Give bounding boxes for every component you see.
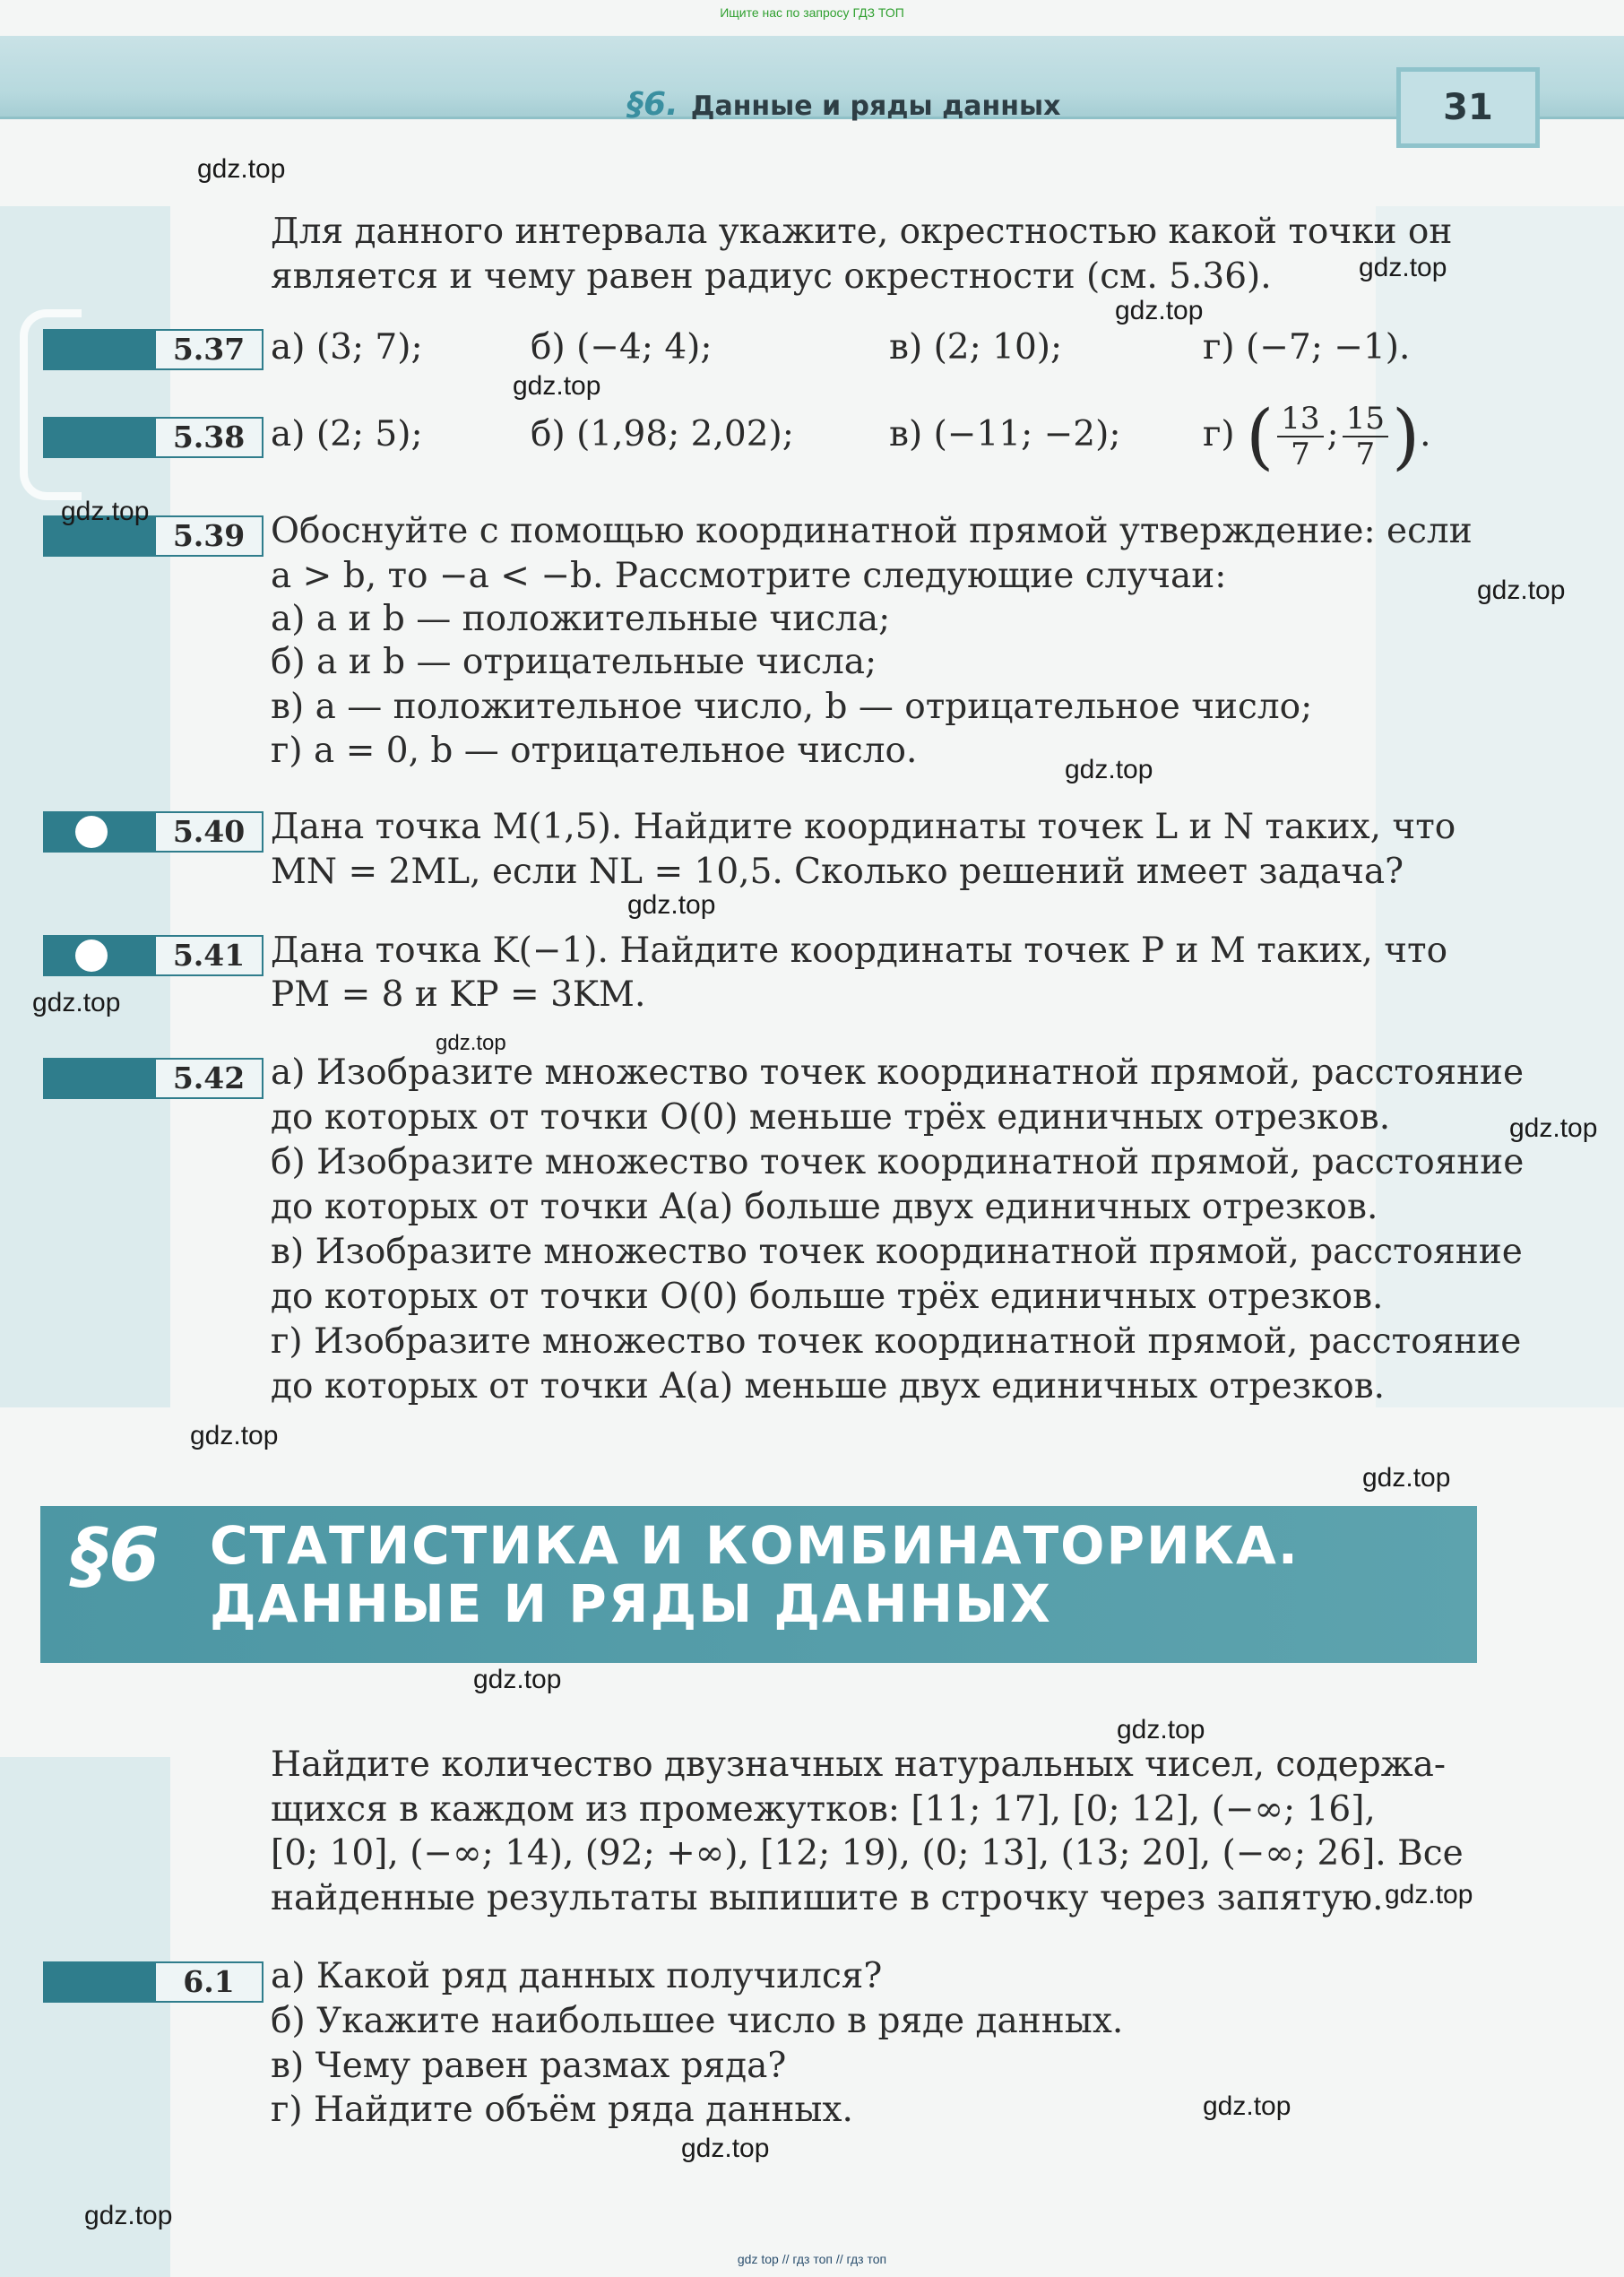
task-line-4: найденные результаты выпишите в строчку через запятую. [271,1878,1384,1918]
watermark: gdz.top [61,497,150,526]
exercise-5-42-line-5: в) Изобразите множество точек координатной прямой, расстояние [271,1232,1523,1272]
exercise-number-5-40 [43,811,263,853]
option-b: б) (1,98; 2,02); [531,414,794,455]
watermark: gdz.top [1477,576,1566,605]
exercise-5-42-line-1: а) Изобразите множество точек координатной прямой, расстояние [271,1052,1525,1093]
option-a: а) (2; 5); [271,414,423,455]
exercise-number-5-41 [43,935,263,976]
exercise-5-39-line-3: а) a и b — положительные числа; [271,599,891,639]
intro-line-2: является и чему равен радиус окрестности (см. 5.36). [271,256,1272,297]
task-line-2: щихся в каждом из промежутков: [11; 17], [0; 12], (−∞; 16], [271,1789,1376,1830]
exercise-5-42-line-7: г) Изобразите множество точек координатной прямой, расстояние [271,1321,1522,1362]
exercise-5-40-line-1: Дана точка M(1,5). Найдите координаты точек L и N таких, что [271,807,1456,847]
exercise-6-1-line-2: б) Укажите наибольшее число в ряде данных. [271,2001,1124,2041]
left-margin-strip-lower [0,1757,173,2277]
top-note: Ищите нас по запросу ГДЗ ТОП [720,5,904,20]
intro-line-1: Для данного интервала укажите, окрестностью какой точки он [271,212,1453,252]
exercise-number-label: 5.42 [154,1058,263,1099]
watermark: gdz.top [513,371,601,401]
watermark: gdz.top [1117,1715,1205,1745]
watermark: gdz.top [84,2201,173,2230]
difficulty-dot-icon [75,816,108,848]
watermark: gdz.top [473,1665,562,1694]
watermark: gdz.top [436,1031,506,1055]
difficulty-dot-icon [75,939,108,972]
exercise-5-42-line-8: до которых от точки A(a) меньше двух единичных отрезков. [271,1366,1386,1407]
exercise-5-41-line-1: Дана точка K(−1). Найдите координаты точек P и M таких, что [271,931,1448,971]
exercise-5-42-line-6: до которых от точки O(0) больше трёх единичных отрезков. [271,1277,1384,1317]
option-d-label: г) [1203,414,1235,455]
exercise-5-41-line-2: PM = 8 и KP = 3KM. [271,974,646,1015]
exercise-number-label: 5.39 [154,515,263,557]
task-line-3: [0; 10], (−∞; 14), (92; +∞), [12; 19), (0; 13], (13; 20], (−∞; 26]. Все [271,1833,1464,1874]
exercise-5-42-line-2: до которых от точки O(0) меньше трёх единичных отрезков. [271,1097,1391,1138]
exercise-5-42-line-4: до которых от точки A(a) больше двух единичных отрезков. [271,1187,1378,1227]
option-d: г) (−7; −1). [1203,327,1411,368]
watermark: gdz.top [627,890,716,920]
exercise-6-1-line-4: г) Найдите объём ряда данных. [271,2090,853,2130]
running-title [627,86,1060,123]
fraction-2: $\frac{15}{7}$ [1343,402,1388,472]
exercise-number-label: 5.37 [154,329,263,370]
exercise-number-5-38 [43,417,263,458]
watermark: gdz.top [1509,1113,1598,1143]
watermark: gdz.top [1385,1880,1473,1909]
chapter-number: §6 [72,1513,160,1598]
exercise-5-39-line-4: б) a и b — отрицательные числа; [271,642,877,682]
fraction-1: $\frac{13}{7}$ [1277,402,1323,472]
watermark: gdz.top [1203,2091,1291,2121]
chapter-title-line-2: ДАННЫЕ И РЯДЫ ДАННЫХ [210,1573,1052,1634]
option-c: в) (−11; −2); [889,414,1121,455]
watermark: gdz.top [1359,253,1447,282]
option-b: б) (−4; 4); [531,327,713,368]
exercise-5-39-line-2: a > b, то −a < −b. Рассмотрите следующие случаи: [271,556,1227,596]
option-d: г) ( $\frac{13}{7}$ ; $\frac{15}{7}$ ). [1203,394,1431,478]
exercise-5-40-line-2: MN = 2ML, если NL = 10,5. Сколько решений имеет задача? [271,852,1404,892]
exercise-number-label: 6.1 [154,1961,263,2003]
watermark: gdz.top [32,988,121,1017]
exercise-6-1-line-3: в) Чему равен размах ряда? [271,2046,787,2086]
option-a: а) (3; 7); [271,327,423,368]
task-line-1: Найдите количество двузначных натуральных чисел, содержа- [271,1745,1447,1785]
exercise-number-label: 5.38 [154,417,263,458]
chapter-title-line-1: СТАТИСТИКА И КОМБИНАТОРИКА. [210,1515,1300,1576]
watermark: gdz.top [1115,296,1204,325]
exercise-number-6-1 [43,1961,263,2003]
exercise-5-39-line-5: в) a — положительное число, b — отрицательное число; [271,687,1313,727]
watermark: gdz.top [197,154,286,184]
exercise-number-label: 5.41 [154,935,263,976]
exercise-number-5-37 [43,329,263,370]
watermark: gdz.top [1362,1463,1451,1493]
section-sign: §6. [627,86,678,123]
running-title-text: Данные и ряды данных [690,91,1061,122]
watermark: gdz.top [1065,755,1153,784]
exercise-6-1-line-1: а) Какой ряд данных получился? [271,1956,883,1996]
watermark: gdz.top [190,1421,279,1450]
exercise-number-label: 5.40 [154,811,263,853]
option-c: в) (2; 10); [889,327,1063,368]
page-number: 31 [1396,67,1540,148]
exercise-5-39-line-1: Обоснуйте с помощью координатной прямой утверждение: если [271,511,1473,551]
exercise-5-39-line-6: г) a = 0, b — отрицательное число. [271,731,918,771]
watermark: gdz.top [681,2134,770,2163]
bottom-note: gdz top // гдз топ // гдз топ [737,2252,887,2266]
exercise-5-42-line-3: б) Изобразите множество точек координатной прямой, расстояние [271,1142,1525,1182]
exercise-number-5-42 [43,1058,263,1099]
